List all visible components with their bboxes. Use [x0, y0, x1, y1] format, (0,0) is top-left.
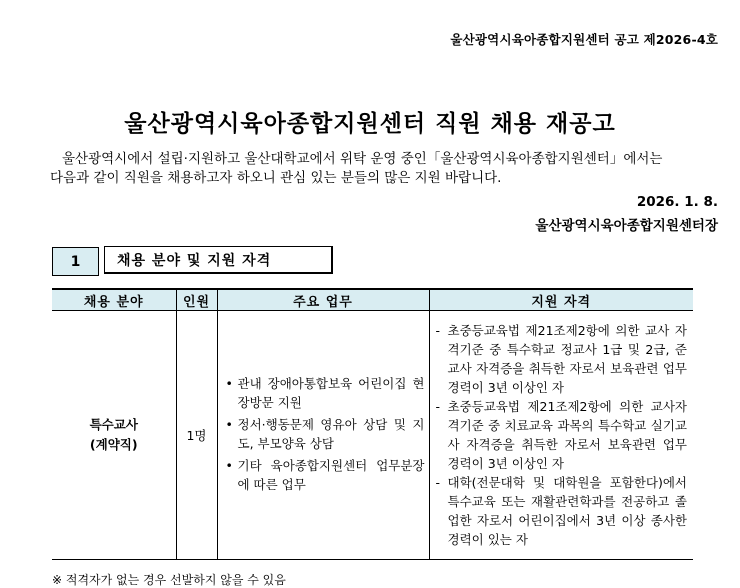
footnote: ※ 적격자가 없는 경우 선발하지 않을 수 있음	[52, 573, 286, 587]
header-count: 인원	[176, 289, 217, 311]
duties-cell	[217, 311, 429, 560]
section-title: 채용 분야 및 지원 자격	[104, 246, 333, 274]
intro-paragraph	[50, 150, 695, 188]
table-header-row	[52, 289, 693, 311]
duty-item: • 기타 육아종합지원센터 업무분장에 따른 업무	[226, 456, 425, 494]
qualification-item: - 초중등교육법 제21조제2항에 의한 교사자격기준 중 치료교육 과목의 특수학교 실기교사 자격증을 취득한 자로서 보육관련 업무 경력이 3년 이상인 자	[434, 397, 688, 473]
qualifications-cell	[429, 311, 693, 560]
intro-line-2: 다음과 같이 직원을 채용하고자 하오니 관심 있는 분들의 많은 지원 바랍니다.	[50, 170, 502, 186]
field-cell	[52, 311, 176, 560]
notice-number: 울산광역시육아종합지원센터 공고 제2026-4호	[450, 32, 718, 47]
header-qualifications: 지원 자격	[429, 289, 693, 311]
duty-item: • 관내 장애아통합보육 어린이집 현장방문 지원	[226, 374, 425, 412]
page-title: 울산광역시육아종합지원센터 직원 채용 재공고	[124, 111, 616, 137]
qualification-item: - 초중등교육법 제21조제2항에 의한 교사 자격기준 중 특수학교 정교사 1급 및 2급, 준교사 자격증을 취득한 자로서 보육관련 업무 경력이 3년 이상인 자	[434, 321, 688, 397]
header-field: 채용 분야	[52, 289, 176, 311]
qualification-item: - 대학(전문대학 및 대학원을 포함한다)에서 특수교육 또는 재활관련학과를 전공하고 졸업한 자로서 어린이집에서 3년 이상 종사한 경력이 있는 자	[434, 473, 688, 549]
count-cell: 1명	[176, 311, 217, 560]
intro-line-1: 울산광역시에서 설립·지원하고 울산대학교에서 위탁 운영 중인「울산광역시육아종합지원센터」에서는	[62, 151, 663, 167]
notice-date: 2026. 1. 8.	[636, 194, 718, 210]
field-name: 특수교사	[89, 417, 138, 432]
header-duties: 주요 업무	[217, 289, 429, 311]
issuer-name: 울산광역시육아종합지원센터장	[535, 218, 718, 234]
duty-item: • 정서·행동문제 영유아 상담 및 지도, 부모양육 상담	[226, 415, 425, 453]
table-row	[52, 311, 693, 560]
section-number: 1	[52, 247, 99, 276]
field-type: (계약직)	[89, 437, 138, 452]
recruitment-table	[52, 288, 693, 560]
